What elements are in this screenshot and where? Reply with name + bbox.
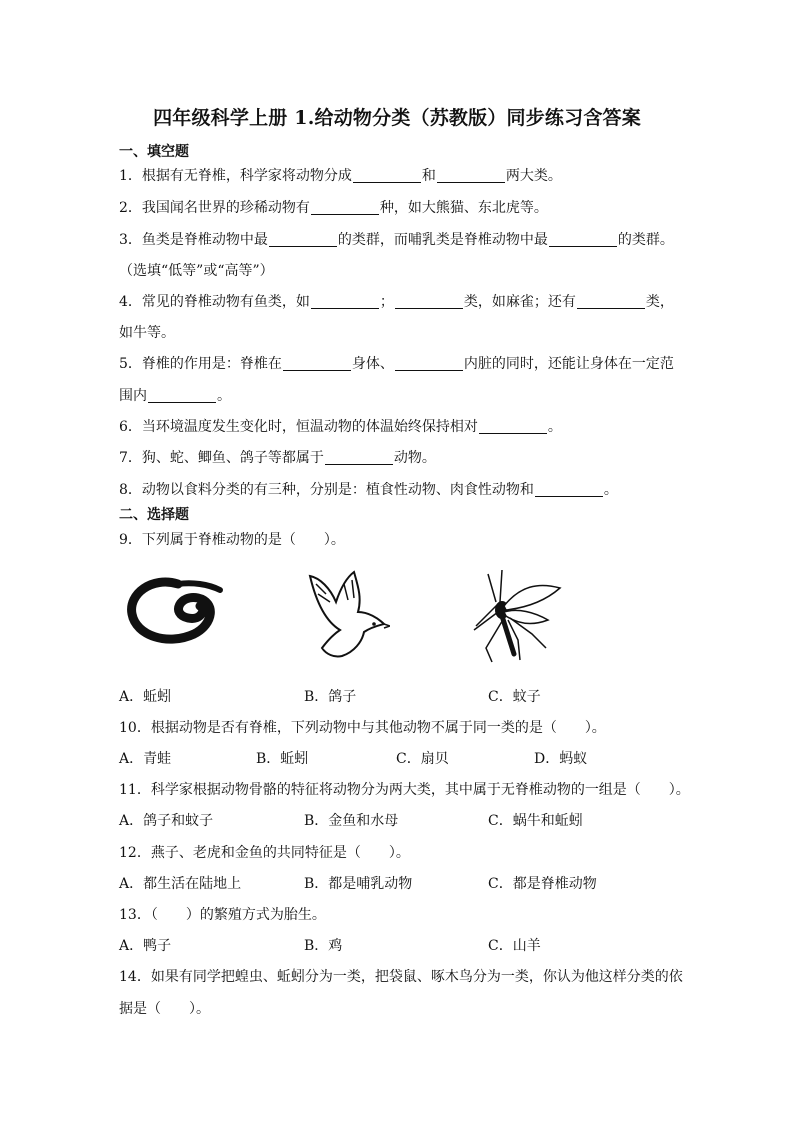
q3-text-b: 的类群，而哺乳类是脊椎动物中最 [337,232,548,248]
answer-blank[interactable] [353,168,421,183]
answer-blank[interactable] [311,294,379,309]
question-9-stem: 9．下列属于脊椎动物的是（ ）。 [119,532,345,548]
answer-blank[interactable] [479,419,547,434]
section-choice-heading: 二、选择题 [119,507,189,523]
answer-blank[interactable] [283,356,351,371]
q1-text-b: 和 [421,168,436,184]
question-5 [119,353,674,373]
q4-text-d: 类， [645,294,674,310]
q13-option-a[interactable]: A．鸭子 [119,938,172,954]
answer-blank[interactable] [325,450,393,465]
question-12-stem: 12．燕子、老虎和金鱼的共同特征是（ ）。 [119,845,410,861]
question-10-stem: 10．根据动物是否有脊椎，下列动物中与其他动物不属于同一类的是（ ）。 [119,720,606,736]
q5-text-e: 。 [217,388,231,404]
q9-option-b[interactable]: B．鸽子 [304,689,357,705]
q10-option-b[interactable]: B．蚯蚓 [256,751,309,767]
answer-blank[interactable] [269,232,337,247]
q1-text-c: 两大类。 [505,168,562,184]
q7-text-a: 7．狗、蛇、鲫鱼、鸽子等都属于 [119,450,324,466]
q10-option-d[interactable]: D．蚂蚁 [534,751,588,767]
q5-text-c: 内脏的同时，还能让身体在一定范 [463,356,674,372]
q3-text-c: 的类群。 [617,232,674,248]
question-3 [119,229,674,249]
question-13-stem: 13．（ ）的繁殖方式为胎生。 [119,907,326,923]
q13-option-c[interactable]: C．山羊 [488,938,541,954]
question-4 [119,291,674,311]
q11-option-a[interactable]: A．鸽子和蚊子 [119,813,214,829]
q9-option-c[interactable]: C．蚊子 [488,689,541,705]
question-3-hint: （选填“低等”或“高等”） [119,263,274,279]
q4-text-c: 类，如麻雀；还有 [463,294,576,310]
question-6 [119,416,562,436]
q4-text-a: 4．常见的脊椎动物有鱼类，如 [119,294,310,310]
q2-text-b: 种，如大熊猫、东北虎等。 [379,200,548,216]
q11-option-c[interactable]: C．蜗牛和蚯蚓 [488,813,583,829]
q12-option-c[interactable]: C．都是脊椎动物 [488,876,597,892]
section-fill-in-heading: 一、填空题 [119,144,189,160]
q4-text-b: ； [379,294,394,310]
q5-text-b: 身体、 [351,356,394,372]
answer-blank[interactable] [549,232,617,247]
answer-blank[interactable] [395,356,463,371]
page-title: 四年级科学上册 1.给动物分类（苏教版）同步练习含答案 [153,107,641,129]
answer-blank[interactable] [148,388,216,403]
q8-text-a: 8．动物以食料分类的有三种，分别是：植食性动物、肉食性动物和 [119,482,534,498]
question-14-stem: 14．如果有同学把蝗虫、蚯蚓分为一类，把袋鼠、啄木鸟分为一类，你认为他这样分类的依 [119,969,683,985]
answer-blank[interactable] [395,294,463,309]
answer-blank[interactable] [535,482,603,497]
question-11-stem: 11．科学家根据动物骨骼的特征将动物分为两大类，其中属于无脊椎动物的一组是（ ）。 [119,782,690,798]
question-5-cont [119,385,231,405]
q12-option-b[interactable]: B．都是哺乳动物 [304,876,413,892]
q5-text-d: 围内 [119,388,147,404]
answer-blank[interactable] [437,168,505,183]
mosquito-figure [468,568,564,666]
q9-option-a[interactable]: A．蚯蚓 [119,689,172,705]
q11-option-b[interactable]: B．金鱼和水母 [304,813,399,829]
q12-option-a[interactable]: A．都生活在陆地上 [119,876,242,892]
q2-text-a: 2．我国闻名世界的珍稀动物有 [119,200,310,216]
q8-text-b: 。 [603,482,618,498]
question-7 [119,447,436,467]
question-1 [119,165,562,185]
answer-blank[interactable] [311,200,379,215]
q13-option-b[interactable]: B．鸡 [304,938,343,954]
q10-option-a[interactable]: A．青蛙 [119,751,172,767]
q7-text-b: 动物。 [393,450,436,466]
q10-option-c[interactable]: C．扇贝 [396,751,449,767]
question-2 [119,197,548,217]
q3-text-a: 3．鱼类是脊椎动物中最 [119,232,268,248]
q6-text-b: 。 [547,419,562,435]
question-8 [119,479,618,499]
q1-text-a: 1．根据有无脊椎，科学家将动物分成 [119,168,352,184]
q6-text-a: 6．当环境温度发生变化时，恒温动物的体温始终保持相对 [119,419,478,435]
question-14-stem-cont: 据是（ ）。 [119,1001,210,1017]
question-4-cont: 如牛等。 [119,325,175,341]
pigeon-figure [304,568,390,664]
q5-text-a: 5．脊椎的作用是：脊椎在 [119,356,282,372]
answer-blank[interactable] [577,294,645,309]
earthworm-figure [122,572,238,658]
